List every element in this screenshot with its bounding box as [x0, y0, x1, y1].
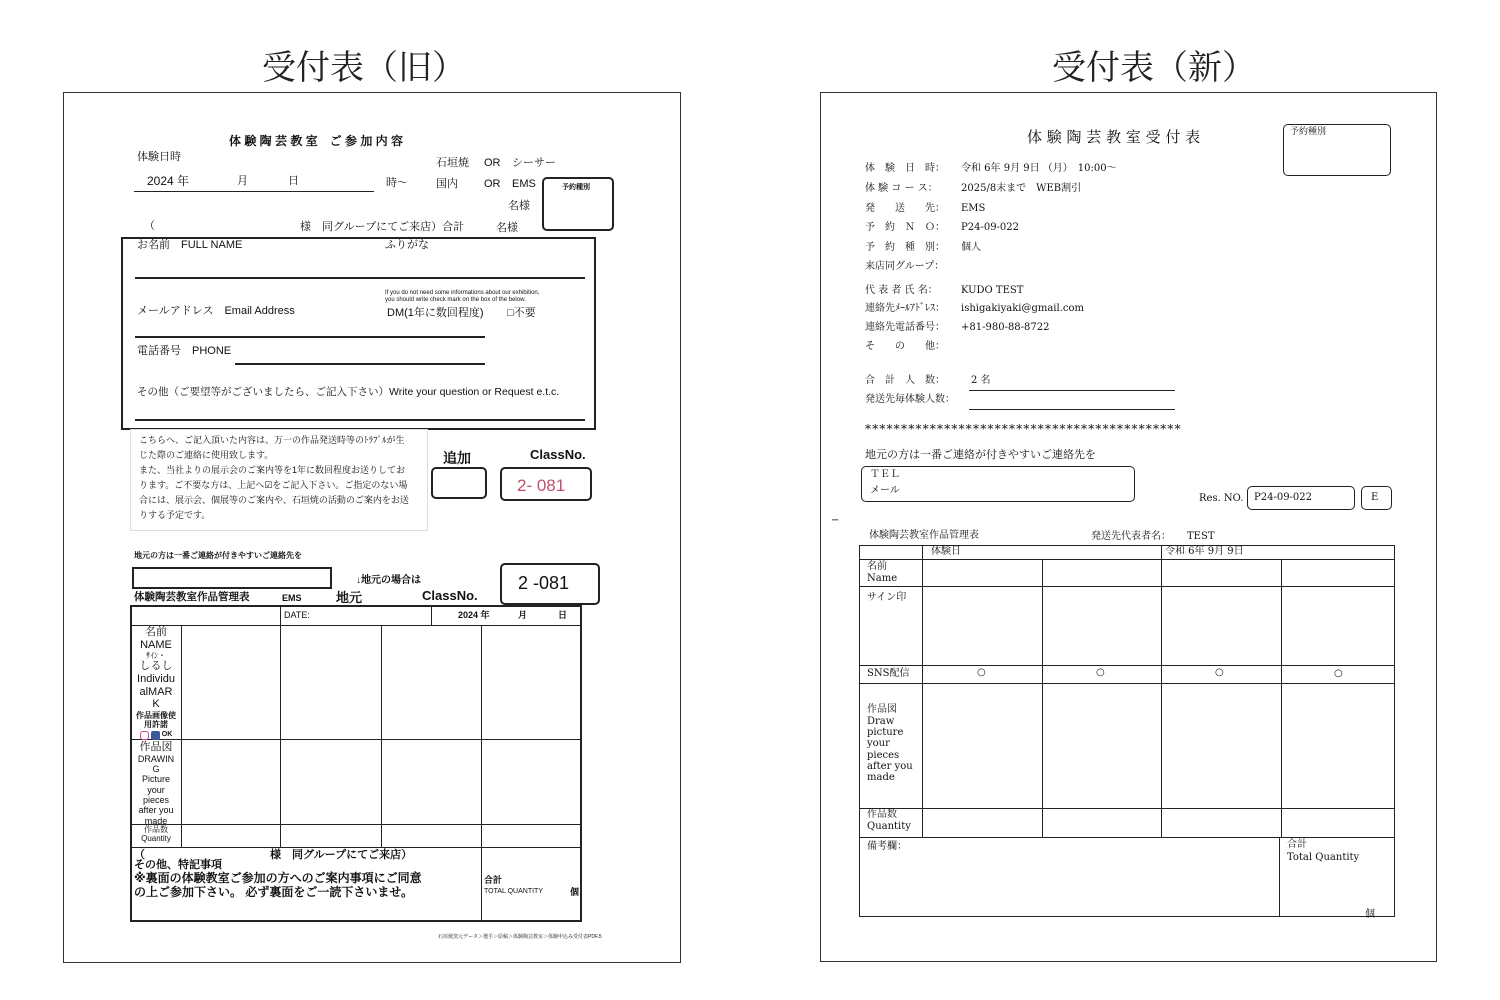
- field-label: そ の 他：: [865, 341, 945, 352]
- new-row-sign: サイン印: [867, 592, 907, 603]
- total-qty-label: TOTAL QUANTITY: [484, 888, 543, 895]
- row-qty-line: 作品数: [144, 825, 168, 834]
- field-value-destination: EMS: [961, 203, 986, 214]
- privacy-line: また、当社よりの展示会のご案内等を1年に数回程度お送りしてお: [139, 465, 406, 475]
- bottom-group: 様 同グループにてご来店）: [270, 849, 413, 861]
- other-field[interactable]: [135, 419, 585, 421]
- day2: 日: [558, 610, 568, 620]
- dm-label: DM(1年に数回程度): [387, 307, 484, 319]
- class-no-box[interactable]: [500, 467, 592, 501]
- field-label: 連絡先ﾒｰﾙｱﾄﾞﾚｽ：: [865, 303, 945, 314]
- people-suffix: 名様: [508, 200, 530, 212]
- row-name-line: alMAR: [139, 685, 173, 698]
- photo-permit-line: 作品画像使: [136, 711, 176, 721]
- mail-label: メール: [870, 485, 900, 496]
- row-name-line: しるし: [139, 660, 173, 673]
- photo-ok: OK: [161, 731, 173, 739]
- class-no-value: 2- 081: [517, 476, 566, 495]
- group-line: 様 同グループにてご来店）合計: [300, 221, 465, 233]
- sns-option[interactable]: ○: [1096, 667, 1105, 678]
- row-name-line: ｻｲﾝ・: [146, 651, 166, 661]
- other-label: その他（ご要望等がございましたら、ご記入下さい）Write your question or Request e.t.c.: [137, 386, 560, 398]
- tel-label: ＴＥＬ: [870, 469, 900, 480]
- field-value-reservation-no: P24-09-022: [961, 222, 1020, 233]
- new-row-drawing-line: picture: [867, 727, 904, 738]
- new-total-unit: 個: [1365, 909, 1375, 920]
- row-name-line: NAME: [140, 638, 172, 651]
- old-row-name-header: [132, 626, 180, 740]
- old-reserve-type-box[interactable]: [542, 177, 614, 231]
- dm-opt-out-checkbox[interactable]: □不要: [507, 307, 536, 319]
- local-contact-field[interactable]: [132, 567, 332, 589]
- opt-ems: EMS: [512, 178, 536, 190]
- old-month: 月: [237, 175, 248, 187]
- furigana-label: ふりがな: [385, 239, 429, 251]
- new-row-name-line: 名前: [867, 561, 887, 572]
- new-row-qty-line: Quantity: [867, 821, 911, 832]
- add-box[interactable]: [431, 467, 487, 499]
- res-no-box[interactable]: [1247, 486, 1355, 510]
- instagram-icon: [140, 731, 149, 740]
- field-value-course: 2025/8末まで WEB割引: [961, 183, 1082, 194]
- field-label: 体 験 コ ー ス：: [865, 183, 938, 194]
- class-no-value-2: 2 -081: [518, 573, 570, 593]
- new-reserve-type-box[interactable]: [1283, 124, 1391, 176]
- old-reserve-type-label: 予約種別: [562, 184, 590, 191]
- privacy-line: じた際のご連絡に使用致します。: [139, 450, 274, 460]
- old-form-header: 受付表（旧）: [262, 48, 466, 88]
- res-code-box[interactable]: [1361, 486, 1392, 510]
- field-value-phone: +81-980-88-8722: [961, 322, 1050, 333]
- row-name-line: Individu: [137, 673, 175, 686]
- new-row-drawing-line: made: [867, 772, 895, 783]
- field-label: 発 送 先：: [865, 203, 945, 214]
- local-contact-box[interactable]: [861, 466, 1135, 502]
- new-total-jp: 合計: [1287, 839, 1307, 850]
- mgmt-local: 地元: [336, 590, 363, 605]
- old-form-page: [63, 92, 681, 963]
- exp-date-label: 体験日: [931, 546, 961, 557]
- facebook-icon: [151, 731, 160, 740]
- new-row-drawing-line: pieces: [867, 750, 900, 761]
- dash-mark: −: [831, 515, 840, 526]
- privacy-line: こちらへ、ご記入頂いた内容は、万一の作品発送時等のﾄﾗﾌﾞﾙが生: [139, 435, 405, 445]
- new-reserve-type-label: 予約種別: [1290, 127, 1327, 137]
- footer-path: 石垣焼窯元データ＞選手＞原稿＞体験陶芸教室＞体験申込み受付表PDF.5: [438, 934, 602, 940]
- row-drawing-line: DRAWIN: [137, 753, 175, 764]
- dest-people-field[interactable]: [969, 409, 1175, 410]
- old-row-drawing-header: [132, 741, 180, 826]
- row-drawing-line: G: [152, 763, 160, 774]
- sns-option[interactable]: ○: [1334, 668, 1343, 679]
- sns-permit-icons: [132, 731, 180, 740]
- row-name-line: 名前: [145, 626, 167, 638]
- privacy-line: 合には、展示会、個展等のご案内や、石垣焼の活動のご案内をお送: [139, 495, 409, 505]
- new-row-drawing-line: Draw: [867, 716, 895, 727]
- field-label: 代 表 者 氏 名：: [865, 285, 938, 296]
- row-qty-line: Quantity: [141, 834, 171, 844]
- field-label: 予 約 Ｎ Ｏ：: [865, 222, 945, 233]
- total-unit: 個: [570, 887, 580, 897]
- year2: 2024 年: [458, 610, 490, 620]
- row-name-line: K: [152, 698, 160, 711]
- mgmt-class: ClassNo.: [422, 588, 478, 603]
- star-separator: ********************************************: [865, 422, 1182, 436]
- add-label: 追加: [443, 450, 471, 466]
- class-no-box-2[interactable]: [500, 563, 600, 605]
- date2-label: DATE:: [284, 610, 310, 620]
- new-title: 体 験 陶 芸 教 室 受 付 表: [1027, 128, 1201, 146]
- opt-domestic: 国内: [436, 178, 458, 190]
- exp-date-value: 令和 6年 9月 9日: [1165, 546, 1244, 557]
- row-drawing-line: pieces: [142, 795, 169, 806]
- new-form-page: [820, 92, 1437, 962]
- bottom-paren: （: [134, 849, 145, 861]
- remarks-label: 備考欄：: [867, 841, 907, 852]
- exhibition-note-2: you should write check mark on the box of the below.: [385, 297, 526, 303]
- dest-people-label: 発送先毎体験人数：: [865, 394, 955, 405]
- old-row-qty-header: [132, 825, 180, 843]
- new-row-sns: SNS配信: [867, 668, 910, 679]
- email-field[interactable]: [135, 336, 485, 338]
- rep-name: TEST: [1187, 531, 1215, 542]
- name-field[interactable]: [135, 277, 585, 279]
- new-row-drawing-line: 作品図: [867, 704, 897, 715]
- field-value-date: 令和 6年 9月 9日 （月） 10:00〜: [961, 163, 1117, 174]
- special-notes-label: その他、特記事項: [134, 859, 222, 871]
- group-people: 名様: [496, 222, 518, 234]
- mgmt-ems: EMS: [282, 593, 302, 603]
- field-value-reserve-type: 個人: [961, 242, 981, 253]
- privacy-line: ります。ご不要な方は、上記へ☑をご記入下さい。ご指定のない場: [139, 480, 408, 490]
- mgmt-title: 体験陶芸教室作品管理表: [134, 591, 250, 603]
- res-no-value: P24-09-022: [1254, 492, 1313, 503]
- opt-or-2: OR: [484, 178, 501, 190]
- new-total-en: Total Quantity: [1287, 852, 1360, 863]
- row-drawing-line: after you: [138, 805, 174, 816]
- row-drawing-line: Picture: [141, 774, 170, 785]
- class-label: ClassNo.: [530, 447, 586, 462]
- local-contact-label: 地元の方は一番ご連絡が付きやすいご連絡先を: [134, 551, 302, 560]
- email-label: メールアドレス Email Address: [137, 305, 295, 317]
- row-drawing-line: your: [147, 784, 165, 795]
- old-title: 体 験 陶 芸 教 室 ご 参 加 内 容: [229, 134, 404, 148]
- opt-shisa: シーサー: [512, 157, 556, 169]
- sns-option[interactable]: ○: [1215, 667, 1224, 678]
- phone-field[interactable]: [235, 363, 485, 365]
- contact-frame: [121, 237, 596, 430]
- new-mgmt-title: 体験陶芸教室作品管理表: [869, 530, 979, 541]
- old-date-label: 体験日時: [137, 151, 181, 163]
- note-line-2: の上ご参加下さい。 必ず裏面をご一読下さいませ。: [134, 885, 413, 899]
- rep-label: 発送先代表者名：: [1091, 531, 1171, 542]
- old-year: 2024 年: [147, 174, 190, 188]
- exhibition-note-1: If you do not need some informations about our exhibition,: [385, 290, 540, 296]
- month2: 月: [518, 610, 528, 620]
- new-local-contact-label: 地元の方は一番ご連絡が付きやすいご連絡先を: [865, 448, 1096, 461]
- old-hour: 時〜: [386, 177, 408, 189]
- new-form-header: 受付表（新）: [1052, 48, 1256, 88]
- opt-or-1: OR: [484, 157, 501, 169]
- new-row-drawing-line: after you: [867, 761, 913, 772]
- privacy-notice: [130, 429, 428, 531]
- note-line-1: ※裏面の体験教室ご参加の方へのご案内事項にご同意: [134, 871, 422, 885]
- field-value-representative: KUDO TEST: [961, 285, 1024, 296]
- field-label: 連絡先電話番号：: [865, 322, 945, 333]
- local-case-label: ↓地元の場合は: [356, 575, 421, 586]
- row-drawing-line: 作品図: [139, 741, 173, 753]
- row-drawing-line: made: [144, 815, 168, 826]
- field-label: 予 約 種 別：: [865, 242, 945, 253]
- total-people-value: 2 名: [971, 375, 991, 386]
- sns-option[interactable]: ○: [977, 667, 986, 678]
- total-people-label: 合 計 人 数：: [865, 375, 945, 386]
- new-row-drawing-line: your: [867, 738, 890, 749]
- opt-ishigaki: 石垣焼: [436, 157, 469, 169]
- field-value-email: ishigakiyaki@gmail.com: [961, 303, 1084, 314]
- field-label: 体 験 日 時：: [865, 163, 945, 174]
- res-no-label: Res. NO.: [1199, 493, 1244, 504]
- old-day: 日: [288, 175, 299, 187]
- total-label: 合計: [484, 875, 503, 885]
- name-label: お名前 FULL NAME: [137, 239, 243, 251]
- photo-permit-line: 用許諾: [144, 720, 168, 730]
- privacy-line: りする予定です。: [139, 510, 211, 520]
- new-row-qty-line: 作品数: [867, 809, 897, 820]
- open-paren: （: [144, 220, 155, 232]
- new-row-name-line: Name: [867, 573, 898, 584]
- res-code-value: E: [1371, 492, 1379, 503]
- phone-label: 電話番号 PHONE: [137, 345, 232, 357]
- field-label: 来店同グループ：: [865, 261, 945, 272]
